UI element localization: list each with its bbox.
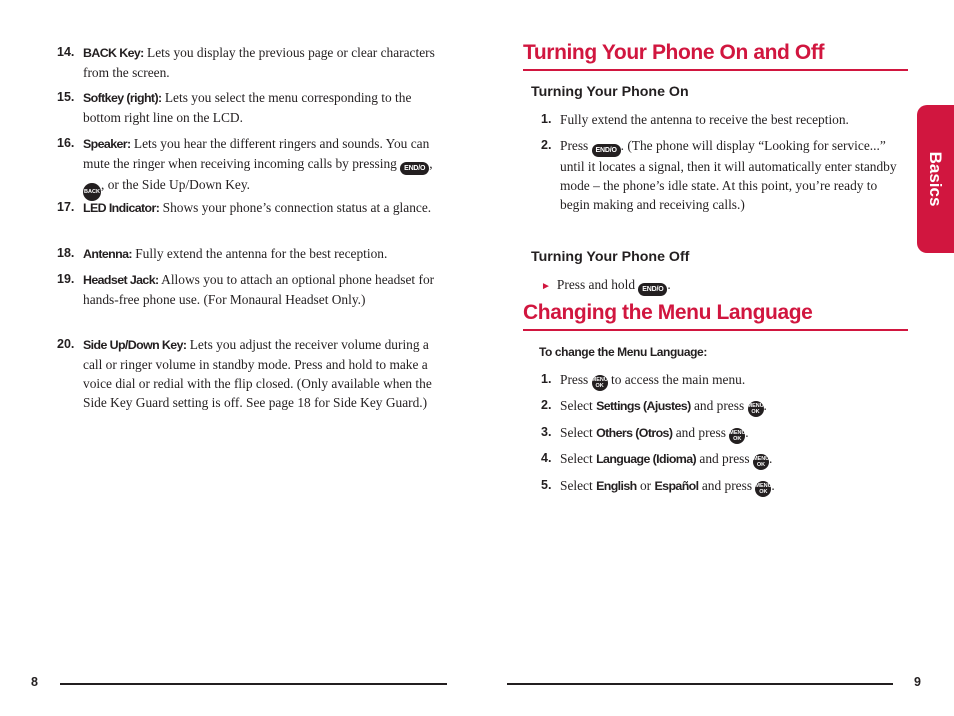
- step-text: Select: [560, 478, 597, 493]
- item-term: Side Up/Down Key:: [83, 338, 187, 352]
- menu-ok-key-icon: [748, 401, 764, 417]
- right-page: [477, 0, 954, 716]
- key-label: OK: [751, 409, 760, 415]
- end-key-icon: END/O: [592, 144, 621, 157]
- menu-ok-key-icon: [755, 481, 771, 497]
- footer-rule: [507, 683, 893, 685]
- procedure-label: To change the Menu Language:: [539, 345, 707, 359]
- key-label: MENU: [747, 403, 764, 409]
- item-text: Lets you select the menu corresponding to the bottom right line on the LCD.: [83, 90, 412, 125]
- list-item: [57, 88, 437, 127]
- key-label: MENU: [755, 483, 772, 489]
- menu-term: Español: [654, 479, 699, 493]
- item-term: Softkey (right):: [83, 91, 162, 105]
- item-text: Lets you adjust the receiver volume during a call or ringer volume in standby mode. Press and hold to make a voice dial or redial with the flip closed. (Only available when the Side Key Guard setting is off. See page 18 for Side Key Guard.): [83, 337, 432, 410]
- triangle-bullet-icon: ►: [541, 281, 551, 292]
- menu-term: Language (Idioma): [596, 452, 697, 466]
- list-item: [541, 370, 906, 391]
- step-text: .: [771, 478, 775, 493]
- step-number: 2.: [541, 398, 552, 412]
- step-number: 3.: [541, 425, 552, 439]
- section-tab-label: Basics: [926, 151, 945, 207]
- back-key-icon: BACK: [83, 183, 101, 201]
- item-text: Lets you display the previous page or clear characters from the screen.: [83, 45, 435, 80]
- step-text: Select: [560, 425, 597, 440]
- section-rule: [523, 329, 908, 331]
- step-number: 2.: [541, 138, 552, 152]
- item-number: 20.: [57, 337, 75, 351]
- item-number: 19.: [57, 272, 75, 286]
- item-text: ,: [429, 156, 433, 171]
- list-item: [541, 449, 906, 470]
- menu-term: Settings (Ajustes): [596, 399, 691, 413]
- item-term: Headset Jack:: [83, 273, 159, 287]
- section-rule: [523, 69, 908, 71]
- step-text: and press: [698, 478, 756, 493]
- item-term: LED Indicator:: [83, 201, 160, 215]
- menu-ok-key-icon: [729, 428, 745, 444]
- list-item: [541, 136, 906, 214]
- menu-ok-key-icon: [753, 454, 769, 470]
- footer-rule: [60, 683, 447, 685]
- step-text: or: [636, 478, 655, 493]
- item-text: Shows your phone’s connection status at a glance.: [159, 200, 432, 215]
- key-label: OK: [759, 489, 768, 495]
- item-number: 14.: [57, 45, 75, 59]
- key-label: MENU: [752, 456, 770, 462]
- item-number: 16.: [57, 136, 75, 150]
- subsection-title: Turning Your Phone On: [531, 84, 689, 100]
- section-tab: [917, 105, 954, 253]
- section-title: Changing the Menu Language: [523, 301, 813, 324]
- section-title: Turning Your Phone On and Off: [523, 41, 825, 64]
- item-text: , or the Side Up/Down Key.: [101, 177, 251, 192]
- item-number: 15.: [57, 90, 75, 104]
- item-term: Speaker:: [83, 137, 131, 151]
- step-text: and press: [672, 425, 730, 440]
- step-number: 5.: [541, 478, 552, 492]
- step-text: .: [768, 451, 773, 466]
- step-text: and press: [696, 451, 753, 466]
- key-label: OK: [756, 462, 766, 468]
- key-label: MENU: [729, 430, 746, 436]
- item-number: 17.: [57, 200, 75, 214]
- step-text: .: [667, 277, 671, 292]
- bullet-item: [541, 275, 671, 296]
- subsection-title: Turning Your Phone Off: [531, 249, 690, 265]
- page-number: 9: [914, 675, 921, 689]
- menu-term: English: [596, 479, 637, 493]
- step-text: and press: [690, 398, 748, 413]
- end-key-icon: END/O: [638, 283, 667, 296]
- list-item: [541, 110, 906, 129]
- item-term: Antenna:: [83, 247, 132, 261]
- step-number: 1.: [541, 372, 552, 386]
- list-item: [57, 43, 437, 82]
- list-item: [57, 270, 437, 309]
- end-key-icon: END/O: [400, 162, 429, 175]
- step-text: Press and hold: [556, 277, 639, 292]
- list-item: [57, 134, 437, 201]
- step-number: 4.: [541, 451, 552, 465]
- step-text: to access the main menu.: [607, 372, 746, 387]
- item-number: 18.: [57, 246, 75, 260]
- menu-term: Others (Otros): [596, 426, 673, 440]
- item-term: BACK Key:: [83, 46, 144, 60]
- step-text: .: [745, 425, 749, 440]
- step-text: Press: [560, 372, 592, 387]
- step-text: Fully extend the antenna to receive the best reception.: [560, 112, 849, 127]
- item-text: Fully extend the antenna for the best reception.: [131, 246, 388, 261]
- list-item: [57, 335, 437, 412]
- step-text: . (The phone will display “Looking for service...” until it locates a signal, then it will automatically enter standby mode – the phone’s idle state. At this point, you’re ready to begin making and receiving calls.): [560, 138, 897, 212]
- list-item: [57, 244, 437, 264]
- page-number: 8: [31, 675, 38, 689]
- key-label: OK: [595, 383, 604, 389]
- key-label: OK: [733, 436, 742, 442]
- list-item: [541, 396, 906, 417]
- step-text: Press: [560, 138, 592, 153]
- step-text: Select: [560, 398, 597, 413]
- step-text: Select: [560, 451, 597, 466]
- item-text: Allows you to attach an optional phone headset for hands-free phone use. (For Monaural Headset Only.): [83, 272, 435, 307]
- menu-ok-key-icon: [592, 375, 608, 391]
- list-item: [57, 198, 437, 218]
- step-number: 1.: [541, 112, 552, 126]
- step-text: .: [763, 398, 767, 413]
- list-item: [541, 476, 906, 497]
- key-label: MENU: [591, 377, 608, 383]
- item-text: Lets you hear the different ringers and sounds. You can mute the ringer when receiving incoming calls by pressing: [83, 136, 430, 171]
- list-item: [541, 423, 906, 444]
